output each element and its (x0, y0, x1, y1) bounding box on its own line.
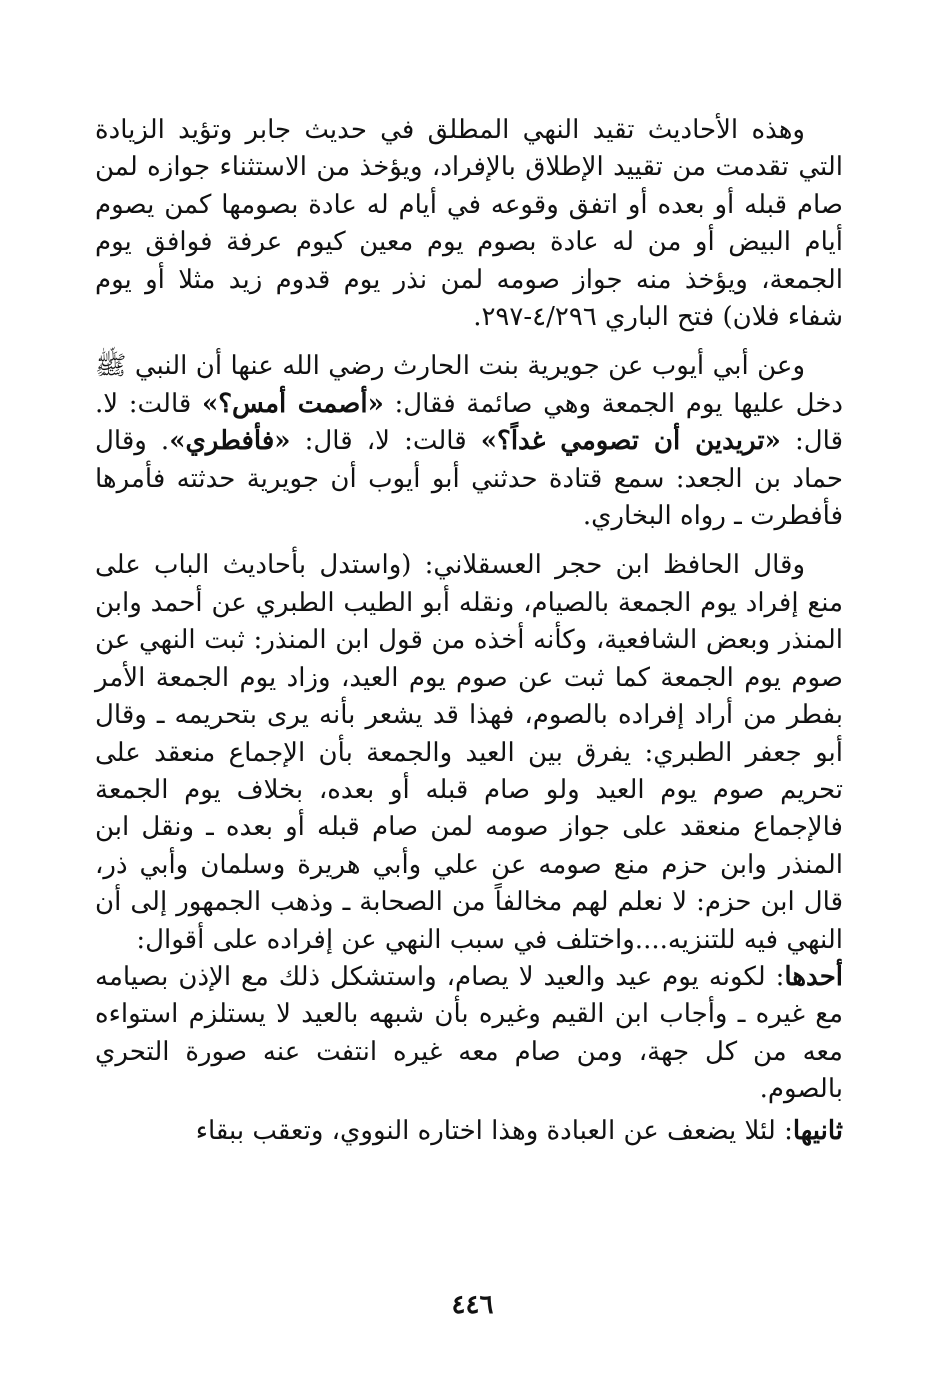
second-opinion-text: : لئلا يضعف عن العبادة وهذا اختاره النووي، وتعقب ببقاء (195, 1115, 793, 1146)
hadith-quote-break-fast: «فأفطري» (169, 426, 291, 457)
page-number: ٤٤٦ (451, 1290, 494, 1320)
paragraph-juwayriya-hadith (95, 348, 843, 535)
hadith-quote-fasting-yesterday: «أصمت أمس؟» (201, 388, 384, 419)
document-page (95, 112, 843, 1372)
hadith-text-answer-2: قالت: لا، قال: (290, 426, 481, 457)
first-opinion-label: أحدها (784, 961, 843, 992)
first-opinion-text: : لكونه يوم عيد والعيد لا يصام، واستشكل ذلك مع الإذن بصيامه مع غيره ـ وأجاب ابن القيم وغيره بأن شبهه بالعيد لا يستلزم استواءه معه من كل جهة، ومن صام معه غيره انتفت عنه صورة التحري بالصوم. (95, 961, 843, 1105)
hadith-text-narration: . وقال حماد بن الجعد: سمع قتادة حدثني أبو أيوب أن جويرية حدثته فأمرها فأفطرت ـ رواه البخاري. (95, 426, 843, 532)
paragraph-ibn-hajar: وقال الحافظ ابن حجر العسقلاني: (واستدل بأحاديث الباب على منع إفراد يوم الجمعة بالصيام، ونقله أبو الطيب الطبري عن أحمد وابن المنذر وبعض الشافعية، وكأنه أخذه من قول ابن المنذر: ثبت النهي عن صوم يوم الجمعة كما ثبت عن صوم يوم العيد، وزاد يوم الجمعة الأمر بفطر من أراد إفراده بالصوم، فهذا قد يشعر بأنه يرى بتحريمه ـ وقال أبو جعفر الطبري: يفرق بين العيد والجمعة بأن الإجماع منعقد على تحريم صوم يوم العيد ولو صام قبله أو بعده، بخلاف يوم الجمعة فالإجماع منعقد على جواز صومه لمن صام قبله أو بعده ـ ونقل ابن المنذر وابن حزم منع صومه عن علي وأبي هريرة وسلمان وأبي ذر، قال ابن حزم: لا نعلم لهم مخالفاً من الصحابة ـ وذهب الجمهور إلى أن النهي فيه للتنزيه....واختلف في سبب النهي عن إفراده على أقوال: (95, 550, 843, 955)
hadith-quote-fasting-tomorrow: «تريدين أن تصومي غداً؟» (480, 426, 781, 457)
paragraph-fath-al-bari: وهذه الأحاديث تقيد النهي المطلق في حديث جابر وتؤيد الزيادة التي تقدمت من تقييد الإطلاق بالإفراد، ويؤخذ من الاستثناء جوازه لمن صام قبله أو بعده أو اتفق وقوعه في أيام له عادة بصومها كمن يصوم أيام البيض أو من له عادة بصوم يوم معين كيوم عرفة فوافق يوم الجمعة، ويؤخذ منه جواز صومه لمن نذر يوم قدوم زيد مثلا أو يوم شفاء فلان) فتح الباري ٤/٢٩٦-٢٩٧. (95, 115, 843, 333)
hadith-text-answer-1: قالت: لا. قال: (95, 388, 844, 457)
paragraph-first-opinion (95, 959, 843, 1109)
hadith-text-intro: وعن أبي أيوب عن جويرية بنت الحارث رضي الله عنها أن النبي ﷺ دخل عليها يوم الجمعة وهي صائمة فقال: (95, 351, 844, 419)
paragraph-second-opinion (95, 1113, 843, 1150)
second-opinion-label: ثانيها (792, 1115, 843, 1146)
